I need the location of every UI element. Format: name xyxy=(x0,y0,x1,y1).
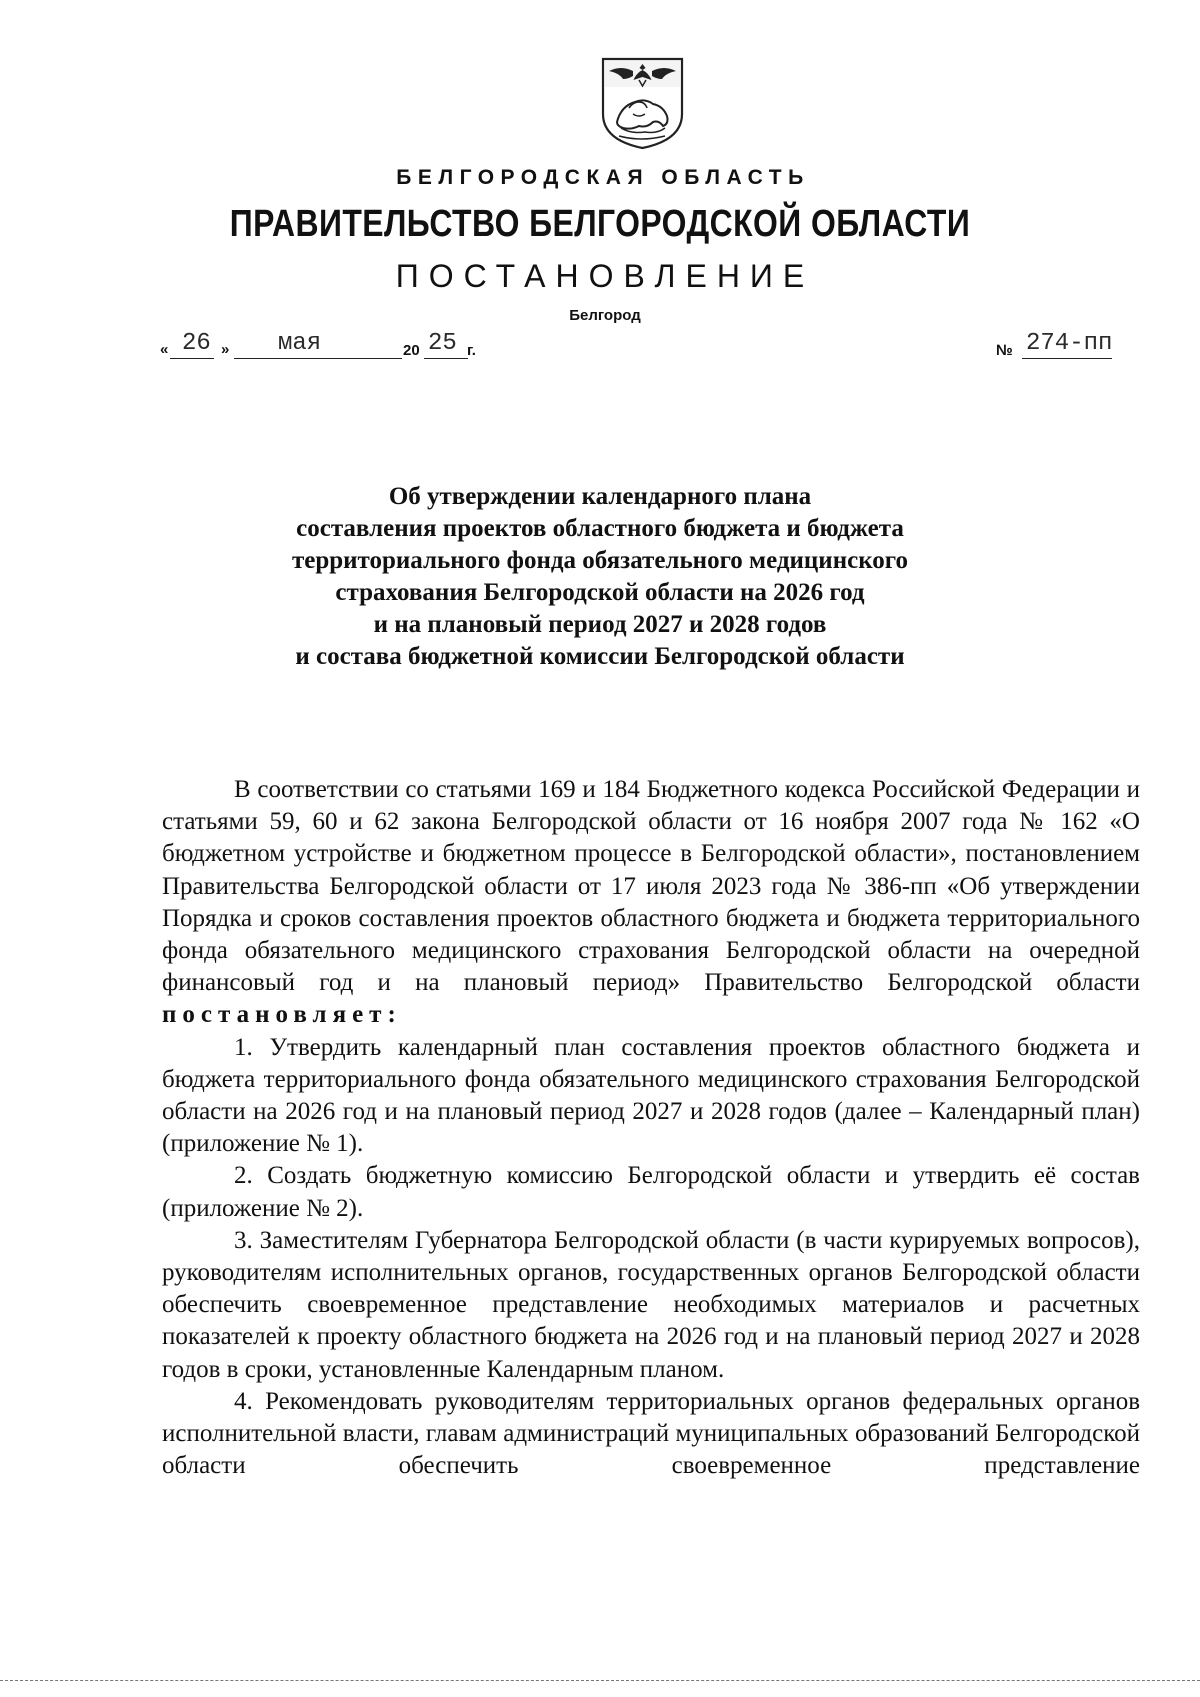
date-open-quote: « xyxy=(160,341,169,358)
document-title xyxy=(200,481,1000,673)
city-name: Белгород xyxy=(569,307,641,324)
title-line: территориального фонда обязательного медицинского xyxy=(291,547,909,574)
resolves-word: постановляет: xyxy=(162,1001,402,1029)
date-number-line xyxy=(0,332,1200,368)
date-year-suffix: 25 xyxy=(428,330,457,357)
title-line: Об утверждении календарного плана xyxy=(388,483,812,510)
item-paragraph: 1. Утвердить календарный план составления проектов областного бюджета и бюджета территориального фонда обязательного медицинского страхования Белгородской области на 2026 год и на плановый период 2027 и 2028 годов (далее – Календарный план) (приложение № 1). xyxy=(162,1033,1140,1158)
date-close-quote: » xyxy=(221,341,230,358)
title-line: страхования Белгородской области на 2026 год xyxy=(335,579,865,606)
number-prefix: № xyxy=(996,342,1013,359)
day-underline xyxy=(170,358,214,359)
scan-edge-divider xyxy=(0,1680,1200,1681)
coat-of-arms-icon xyxy=(599,56,686,150)
government-name: ПРАВИТЕЛЬСТВО БЕЛГОРОДСКОЙ ОБЛАСТИ xyxy=(229,203,971,245)
date-day: 26 xyxy=(182,330,211,357)
date-year-prefix: 20 xyxy=(403,342,420,359)
item-paragraph: 3. Заместителям Губернатора Белгородской области (в части курируемых вопросов), руководителям исполнительных органов, государственных органов Белгородской области обеспечить своевременное представление необходимых материалов и расчетных показателей к проекту областного бюджета на 2026 год и на плановый период 2027 и 2028 годов в сроки, установленные Календарным планом. xyxy=(162,1226,1140,1383)
document-type: ПОСТАНОВЛЕНИЕ xyxy=(395,258,815,294)
number-underline xyxy=(1022,358,1112,359)
item-paragraph: 4. Рекомендовать руководителям территориальных органов федеральных органов исполнительной власти, главам администраций муниципальных образований Белгородской области обеспечить своевременное представление xyxy=(162,1387,1140,1480)
resolves-paragraph xyxy=(162,999,1140,1031)
month-underline xyxy=(234,358,402,359)
document-body xyxy=(162,774,1140,1482)
region-name: БЕЛГОРОДСКАЯ ОБЛАСТЬ xyxy=(396,166,810,189)
date-year-mark: г. xyxy=(467,342,476,359)
title-line: составления проектов областного бюджета и бюджета xyxy=(296,515,904,542)
preamble-paragraph: В соответствии со статьями 169 и 184 Бюджетного кодекса Российской Федерации и статьями 59, 60 и 62 закона Белгородской области от 16 ноября 2007 года № 162 «О бюджетном устройстве и бюджетном процессе в Белгородской области», постановлением Правительства Белгородской области от 17 июля 2023 года № 386-пп «Об утверждении Порядка и сроков составления проектов областного бюджета и бюджета территориального фонда обязательного медицинского страхования Белгородской области на очередной финансовый год и на плановый период» Правительство Белгородской области xyxy=(162,776,1140,997)
year-underline xyxy=(424,358,468,359)
title-line: и на плановый период 2027 и 2028 годов xyxy=(373,611,827,638)
document-number: 274-пп xyxy=(1026,330,1113,357)
item-paragraph: 2. Создать бюджетную комиссию Белгородской области и утвердить её состав (приложение № 2). xyxy=(162,1162,1140,1222)
title-line: и состава бюджетной комиссии Белгородской области xyxy=(295,643,905,670)
date-month: мая xyxy=(278,330,322,357)
